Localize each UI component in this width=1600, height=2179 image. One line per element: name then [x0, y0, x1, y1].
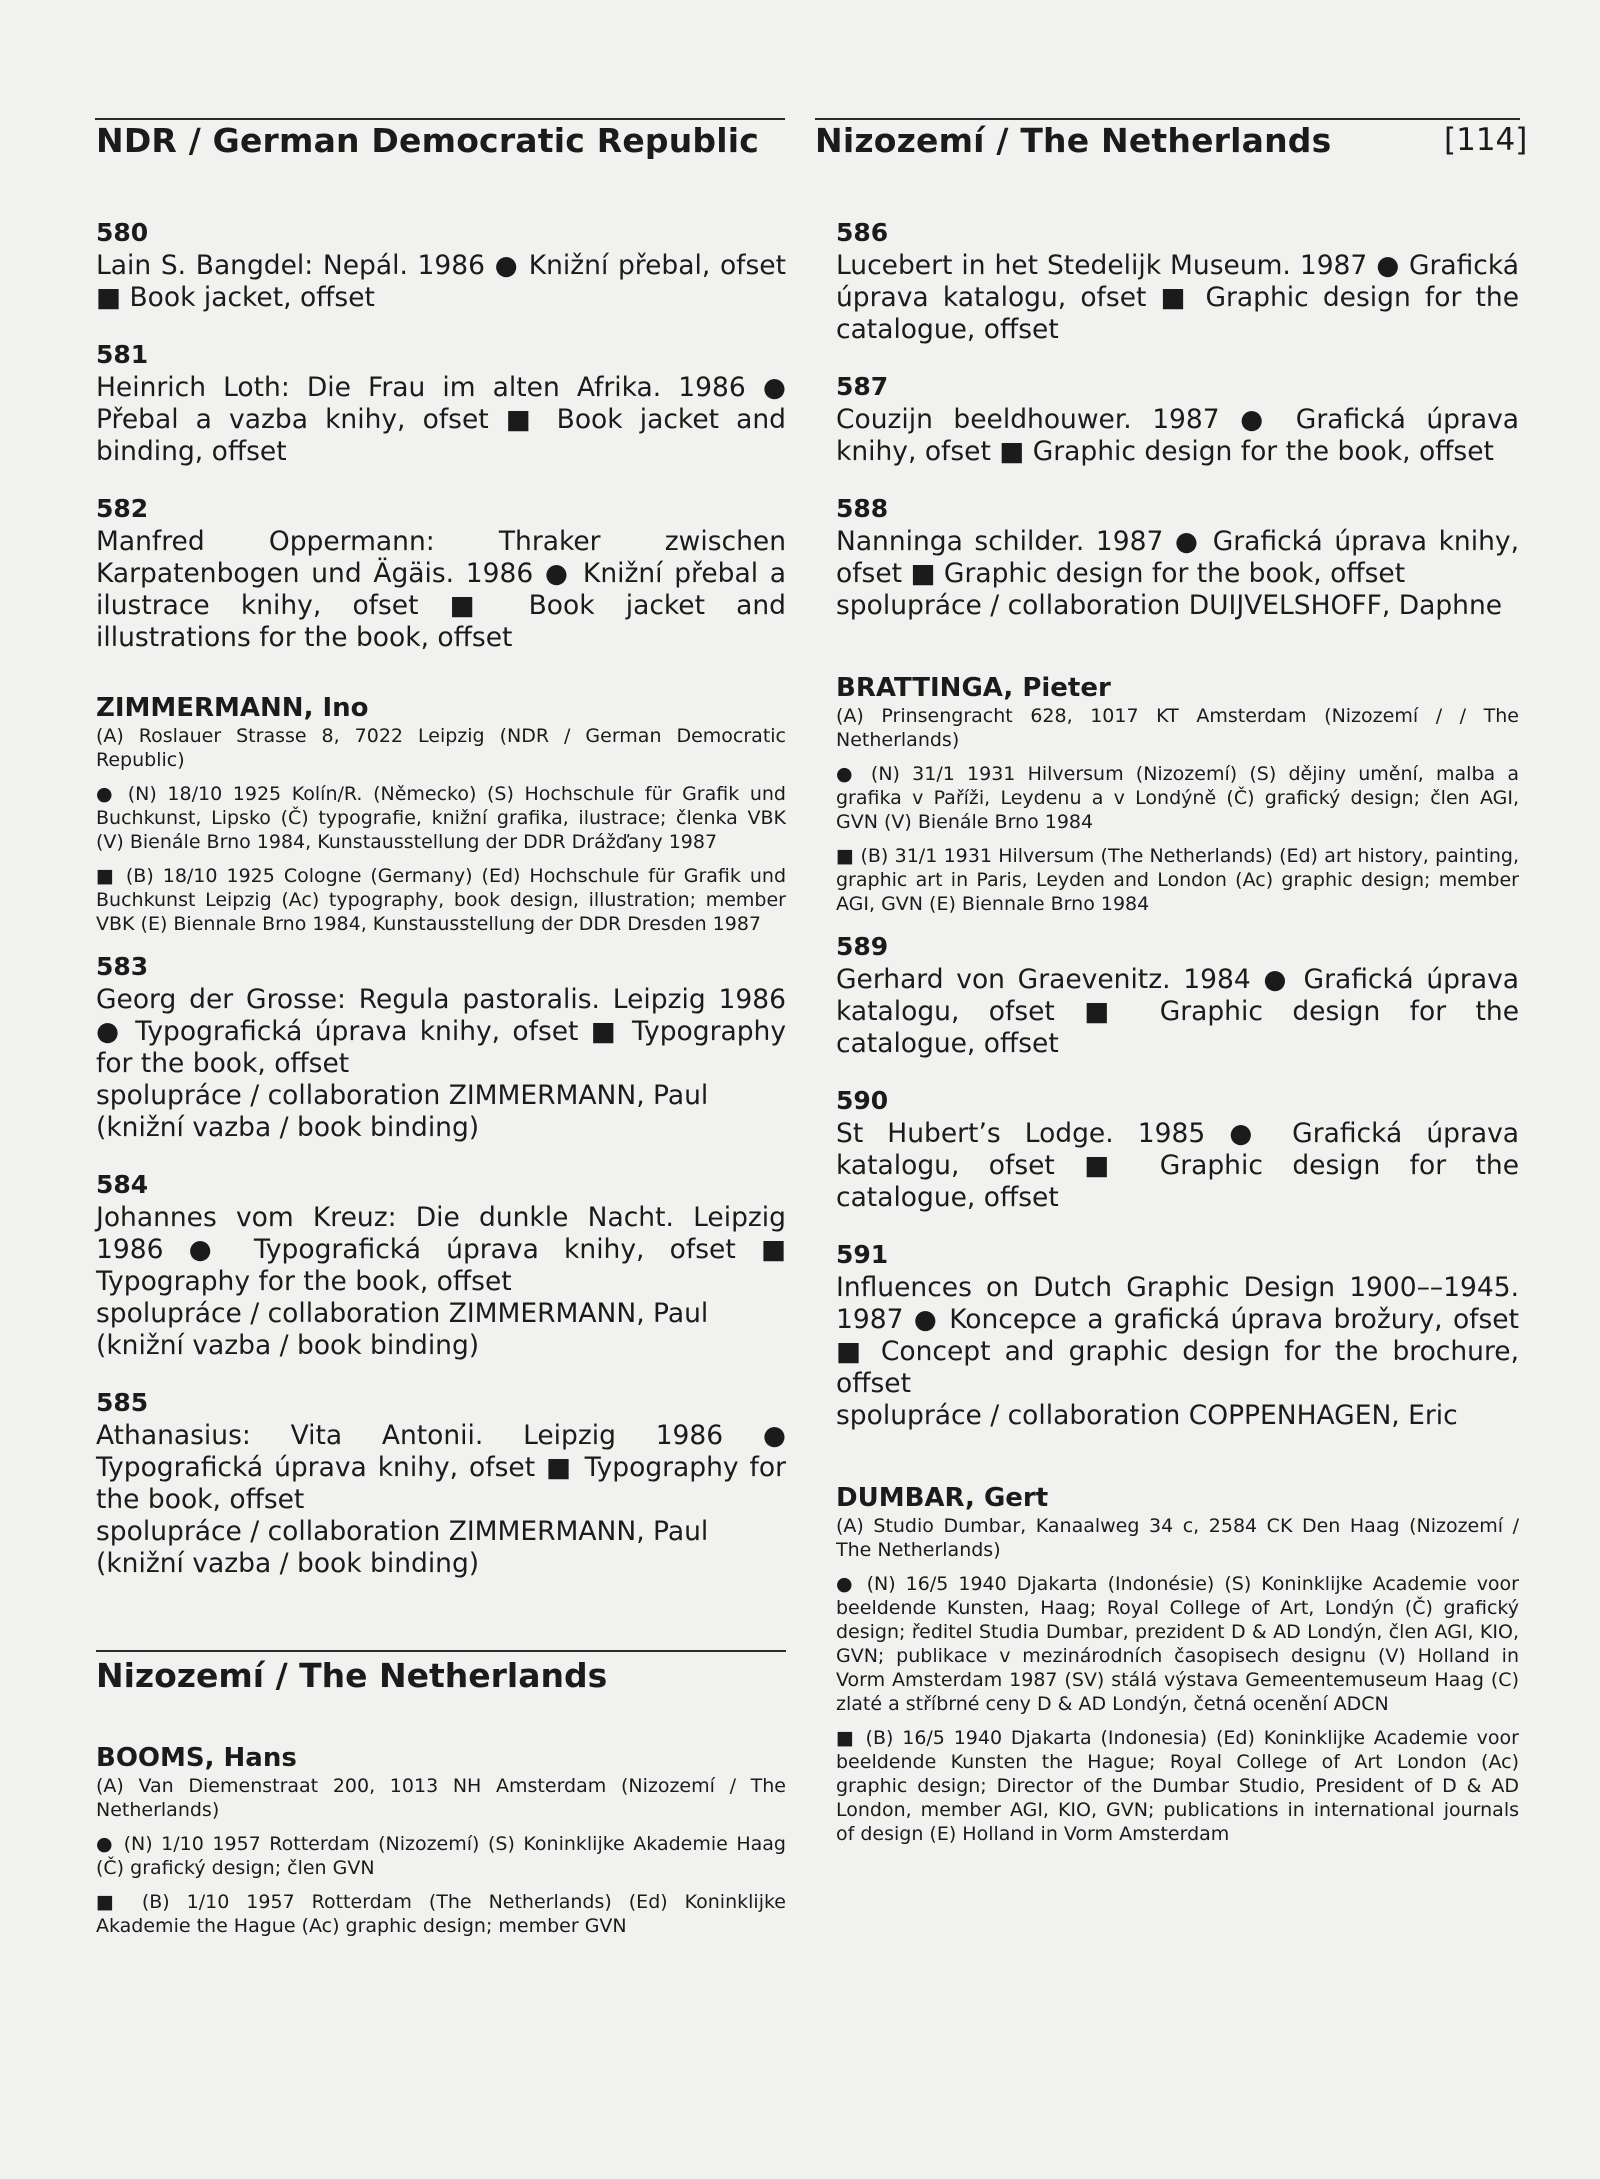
artist-bio-english: ■ (B) 31/1 1931 Hilversum (The Netherlands) (Ed) art history, painting, graphic art in Paris, Leyden and London (Ac) graphic design; member AGI, GVN (E) Biennale Brno 1984 [836, 845, 1519, 915]
artist-address: (A) Roslauer Strasse 8, 7022 Leipzig (NDR / German Democratic Republic) [96, 725, 786, 771]
entry-collaboration: spolupráce / collaboration COPPENHAGEN, Eric [836, 1400, 1458, 1431]
entry-591 [836, 1238, 1519, 1432]
entry-number: 584 [96, 1170, 149, 1199]
entry-number: 589 [836, 932, 889, 961]
entry-collaboration: spolupráce / collaboration DUIJVELSHOFF, Daphne [836, 590, 1503, 621]
page-number: [114] [1444, 122, 1528, 158]
artist-bio-czech: ● (N) 16/5 1940 Djakarta (Indonésie) (S) Koninklijke Academie voor beeldende Kunsten, Haag; Royal College of Art, Londýn (Č) grafický design; ředitel Studia Dumbar, prezident D & AD Londýn, člen AGI, KIO, GVN; publikace v mezinárodních časopisech designu (V) Holland in Vorm Amsterdam 1987 (SV) stálá výstava Gemeentemuseum Haag (C) zlaté a stříbrné ceny D & AD Londýn, četná ocenění ADCN [836, 1573, 1519, 1715]
artist-address: (A) Studio Dumbar, Kanaalweg 34 c, 2584 CK Den Haag (Nizozemí / The Netherlands) [836, 1515, 1519, 1561]
artist-bio-czech: ● (N) 31/1 1931 Hilversum (Nizozemí) (S) dějiny umění, malba a grafika v Paříži, Leydenu a v Londýně (Č) grafický design; člen AGI, GVN (V) Bienále Brno 1984 [836, 763, 1519, 833]
entry-585 [96, 1386, 786, 1580]
entry-text: Heinrich Loth: Die Frau im alten Afrika. 1986 ● Přebal a vazba knihy, ofset ■ Book jacket and binding, offset [96, 372, 786, 467]
artist-name: ZIMMERMANN, Ino [96, 693, 369, 723]
entry-number: 587 [836, 372, 889, 401]
top-rule-right [815, 118, 1520, 120]
entry-text: Couzijn beeldhouwer. 1987 ● Grafická úprava knihy, ofset ■ Graphic design for the book, offset [836, 404, 1519, 467]
artist-name: DUMBAR, Gert [836, 1483, 1049, 1513]
artist-bio-czech: ● (N) 18/10 1925 Kolín/R. (Německo) (S) Hochschule für Grafik und Buchkunst, Lipsko (Č) typografie, knižní grafika, ilustrace; členka VBK (V) Bienále Brno 1984, Kunstausstellung der DDR Drážďany 1987 [96, 783, 786, 853]
section-rule [96, 1650, 786, 1652]
entry-text: Influences on Dutch Graphic Design 1900––1945. 1987 ● Koncepce a grafická úprava brožury, ofset ■ Concept and graphic design for the brochure, offset [836, 1272, 1519, 1399]
entry-590 [836, 1084, 1519, 1214]
left-column [96, 216, 786, 1938]
artist-booms [96, 1742, 786, 1938]
entry-587 [836, 370, 1519, 468]
entry-text: Nanninga schilder. 1987 ● Grafická úprava knihy, ofset ■ Graphic design for the book, offset [836, 526, 1519, 589]
entry-number: 588 [836, 494, 889, 523]
entry-582 [96, 492, 786, 654]
entry-text: Georg der Grosse: Regula pastoralis. Leipzig 1986 ● Typografická úprava knihy, ofset ■ Typography for the book, offset [96, 984, 786, 1079]
entry-collaboration: spolupráce / collaboration ZIMMERMANN, Paul (knižní vazba / book binding) [96, 1080, 709, 1143]
entry-586 [836, 216, 1519, 346]
artist-dumbar [836, 1482, 1519, 1846]
artist-bio-english: ■ (B) 18/10 1925 Cologne (Germany) (Ed) Hochschule für Grafik und Buchkunst Leipzig (Ac) typography, book design, illustration; member VBK (E) Biennale Brno 1984, Kunstausstellung der DDR Dresden 1987 [96, 865, 786, 935]
artist-bio-czech: ● (N) 1/10 1957 Rotterdam (Nizozemí) (S) Koninklijke Akademie Haag (Č) grafický design; člen GVN [96, 1833, 786, 1879]
entry-text: Lain S. Bangdel: Nepál. 1986 ● Knižní přebal, ofset ■ Book jacket, offset [96, 250, 786, 313]
right-column [836, 216, 1519, 1846]
artist-address: (A) Van Diemenstraat 200, 1013 NH Amsterdam (Nizozemí / The Netherlands) [96, 1775, 786, 1821]
entry-text: St Hubert’s Lodge. 1985 ● Grafická úprava katalogu, ofset ■ Graphic design for the catalogue, offset [836, 1118, 1519, 1213]
right-column-title: Nizozemí / The Netherlands [815, 121, 1332, 160]
artist-name: BOOMS, Hans [96, 1743, 297, 1773]
artist-bio-english: ■ (B) 16/5 1940 Djakarta (Indonesia) (Ed) Koninklijke Academie voor beeldende Kunsten the Hague; Royal College of Art London (Ac) graphic design; Director of the Dumbar Studio, President of D & AD London, member AGI, KIO, GVN; publications in international journals of design (E) Holland in Vorm Amsterdam [836, 1727, 1519, 1845]
entry-text: Lucebert in het Stedelijk Museum. 1987 ● Grafická úprava katalogu, ofset ■ Graphic design for the catalogue, offset [836, 250, 1519, 345]
entry-number: 583 [96, 952, 149, 981]
entry-collaboration: spolupráce / collaboration ZIMMERMANN, Paul (knižní vazba / book binding) [96, 1516, 709, 1579]
left-column-title: NDR / German Democratic Republic [96, 121, 760, 160]
entry-number: 585 [96, 1388, 149, 1417]
entry-588 [836, 492, 1519, 622]
entry-583 [96, 950, 786, 1144]
entry-number: 586 [836, 218, 889, 247]
entry-number: 582 [96, 494, 149, 523]
artist-zimmermann [96, 692, 786, 936]
section-title: Nizozemí / The Netherlands [96, 1656, 608, 1695]
artist-brattinga [836, 672, 1519, 916]
entry-584 [96, 1168, 786, 1362]
artist-bio-english: ■ (B) 1/10 1957 Rotterdam (The Netherlands) (Ed) Koninklijke Akademie the Hague (Ac) graphic design; member GVN [96, 1891, 786, 1937]
entry-number: 581 [96, 340, 149, 369]
entry-589 [836, 930, 1519, 1060]
entry-text: Gerhard von Graevenitz. 1984 ● Grafická úprava katalogu, ofset ■ Graphic design for the catalogue, offset [836, 964, 1519, 1059]
entry-581 [96, 338, 786, 468]
entry-number: 590 [836, 1086, 889, 1115]
entry-text: Johannes vom Kreuz: Die dunkle Nacht. Leipzig 1986 ● Typografická úprava knihy, ofset ■ Typography for the book, offset [96, 1202, 786, 1297]
entry-580 [96, 216, 786, 314]
entry-collaboration: spolupráce / collaboration ZIMMERMANN, Paul (knižní vazba / book binding) [96, 1298, 709, 1361]
entry-text: Athanasius: Vita Antonii. Leipzig 1986 ● Typografická úprava knihy, ofset ■ Typography for the book, offset [96, 1420, 786, 1515]
top-rule-left [95, 118, 785, 120]
artist-name: BRATTINGA, Pieter [836, 673, 1111, 703]
entry-number: 580 [96, 218, 149, 247]
artist-address: (A) Prinsengracht 628, 1017 KT Amsterdam (Nizozemí / / The Netherlands) [836, 705, 1519, 751]
entry-number: 591 [836, 1240, 889, 1269]
entry-text: Manfred Oppermann: Thraker zwischen Karpatenbogen und Ägäis. 1986 ● Knižní přebal a ilustrace knihy, ofset ■ Book jacket and illustrations for the book, offset [96, 526, 786, 653]
